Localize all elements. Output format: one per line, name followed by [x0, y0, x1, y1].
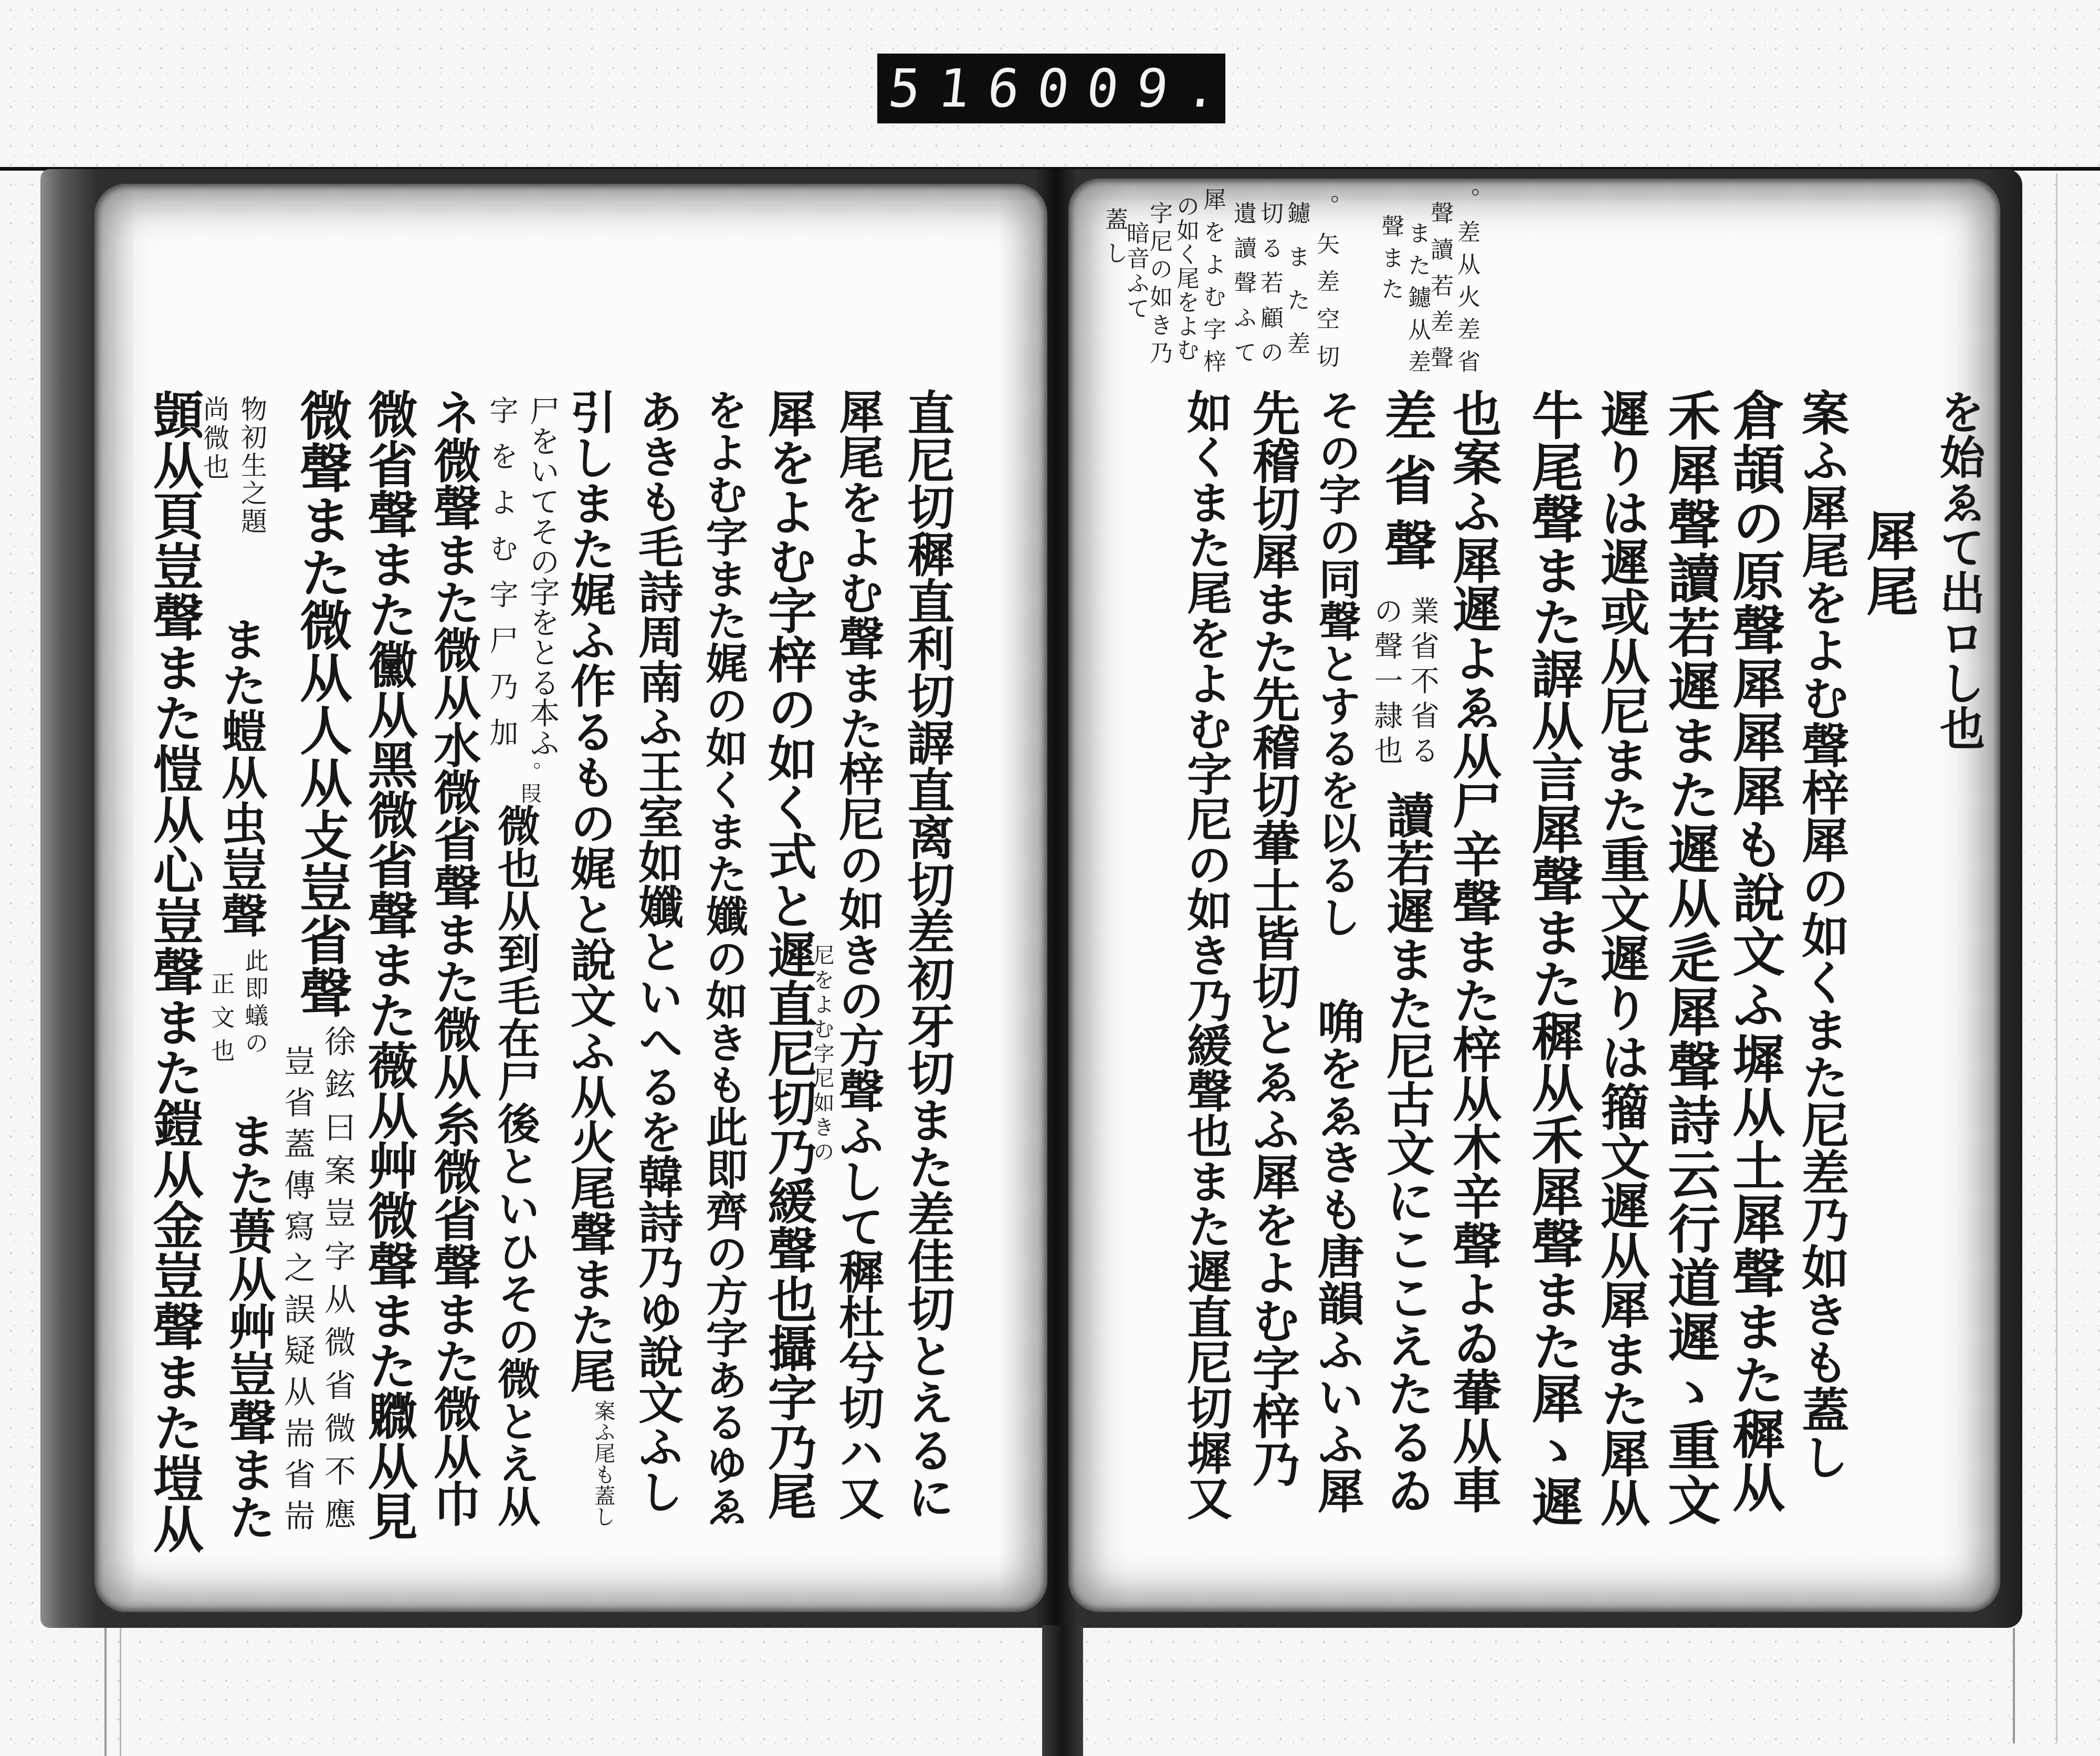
left-page-column-5: あきも毛詩周南ふ王室如孅といへるを韓詩乃ゆ說文ふし: [630, 389, 683, 1514]
right-page-column-2: 案ふ犀尾をよむ聲梓犀の如くまた尼差乃如きも蓋し: [1793, 389, 1850, 1480]
right-page-column-8-top: 差省聲: [1376, 389, 1437, 583]
right-page-column-4: 禾犀聲讀若遲また遲从辵犀聲詩云行道遲ゝ重文: [1659, 389, 1721, 1527]
left-page-annotation-8: 物初生之題: [237, 395, 267, 536]
left-page-annotation-4: 字をよむ字尸乃加: [485, 395, 519, 764]
section-heading: 犀尾: [1857, 509, 1919, 619]
right-page-column-5: 遲りは遲或从尼また重文遲りは籀文遲从犀また犀从: [1592, 389, 1651, 1527]
archive-number-right: 009.: [1034, 57, 1238, 119]
right-page-column-9-top: その字の同聲とするを以るし: [1312, 389, 1362, 938]
left-page-annotation-3: 尸をいてその字をとる本ふ: [524, 395, 560, 758]
edge-line-left-1: [104, 1628, 107, 1756]
right-page-header-note-8: 遺讀聲ふて: [1230, 201, 1256, 375]
right-page: [1068, 179, 2000, 1612]
left-page-annotation-2: 案ふ尾も蓋し: [591, 1400, 616, 1527]
right-page-column-11: 如くまた尾をよむ字尼の如き乃緩聲也また遲直尼切墀又: [1179, 389, 1233, 1520]
left-page-column-13: 顗从頁豈聲また愷从心豈聲また鎧从金豈聲また塏从: [144, 389, 205, 1554]
left-page-column-10: 微聲また微从人从攴豈省聲: [290, 389, 353, 1018]
right-page-header-note-6: 鑢また差: [1283, 201, 1310, 375]
left-page-column-4: をよむ字また娓の如くまた孅の如きも此即齊の方字あるゆゑ: [699, 389, 749, 1527]
left-page-column-7: 微也从到毛在尸後といひその微とえ从: [490, 804, 541, 1527]
right-page-header-note-13: 蓋し: [1101, 207, 1128, 275]
left-page-annotation-1: 尼をよむ字尼如きの: [810, 944, 834, 1165]
edge-line-right-2: [2056, 173, 2057, 1743]
right-page-header-note-1: 。差从火差省: [1453, 187, 1480, 382]
right-page-column-7: 也案ふ犀遲よゑ从尸辛聲また梓从木辛聲よゐ輂从車: [1444, 389, 1502, 1514]
right-page-column-3: 倉頡の原聲犀犀犀も說文ふ墀从土犀聲また穉从: [1724, 389, 1786, 1514]
archive-label: [877, 54, 1238, 123]
left-page: [94, 184, 1047, 1612]
right-page-header-note-11: 字尼の如き乃: [1146, 201, 1172, 369]
left-page-column-2: 犀尾をよむ聲また梓尼の如きの方聲ふして穉杜兮切ハ又: [831, 389, 885, 1520]
book-gutter-bottom: [1042, 1625, 1083, 1756]
right-page-header-note-9: 犀をよむ字梓: [1199, 187, 1226, 382]
right-page-header-note-2: 聲讀若差聲: [1426, 201, 1453, 382]
archive-number-left: 516: [885, 57, 1041, 119]
right-page-column-10: 先稽切犀また先稽切輂士皆切とゑふ犀をよむ字梓乃: [1244, 389, 1300, 1487]
right-page-column-1: を始ゑて出ロし也: [1932, 389, 1986, 750]
right-page-column-6: 牛尾聲また謘从言犀聲また穉从禾犀聲また犀ゝ遲: [1523, 389, 1584, 1527]
right-page-header-note-3: また鑢从差: [1404, 221, 1431, 382]
edge-line-right-1: [2013, 1628, 2015, 1743]
left-page-column-1: 直尼切穉直利切謘直离切差初牙切また差佳切とえるに: [899, 389, 954, 1520]
left-page-column-9: 微省聲また黴从黑微省聲また薇从艸微聲また覹从見: [359, 389, 418, 1541]
left-page-column-8: ネ微聲また微从水微省聲また微从糸微省聲また微从巾: [425, 389, 481, 1527]
right-page-header-note-5: 。矢差空切: [1312, 194, 1339, 382]
left-page-column-6: 引しまた娓ふ作るもの娓と說文ふ从火尾聲また尾: [562, 389, 617, 1393]
left-page-annotation-6: 徐鉉曰案豈字从微省微不應: [319, 1025, 356, 1541]
edge-line-left-2: [120, 1628, 121, 1756]
left-page-annotation-7: 豈省蓋傳寫之誤疑从耑省耑: [279, 1045, 316, 1541]
right-page-column-8-bottom: 讀若遲また尼古文にここえたるゐ: [1378, 790, 1435, 1514]
left-page-column-3: 犀をよむ字梓の如く式と遲直尼切乃緩聲也攝字乃尾: [759, 389, 817, 1520]
right-page-column-9-bottom: 唃をゑきも唐韻ふいふ犀: [1309, 998, 1364, 1514]
left-page-annotation-9: 尚微也: [199, 395, 229, 482]
left-page-annotation-5: 。叚: [517, 761, 541, 803]
right-page-header-note-10: の如く尾をよむ: [1172, 194, 1199, 362]
right-page-header-note-12: 暗音ふて: [1122, 221, 1149, 321]
left-page-column-11: また螘从虫豈聲: [214, 616, 268, 938]
right-page-annotation-1: 業省不省る: [1405, 596, 1440, 770]
right-page-header-note-7: 切る若顧の: [1256, 201, 1283, 375]
right-page-annotation-2: の聲一隷也: [1369, 596, 1403, 770]
right-page-header-note-4: 聲また: [1377, 214, 1404, 308]
left-page-annotation-11: 正文也: [207, 971, 235, 1072]
left-page-column-12: また蒉从艸豈聲また: [220, 1112, 276, 1541]
left-page-annotation-10: 此即蟻の: [240, 948, 269, 1058]
